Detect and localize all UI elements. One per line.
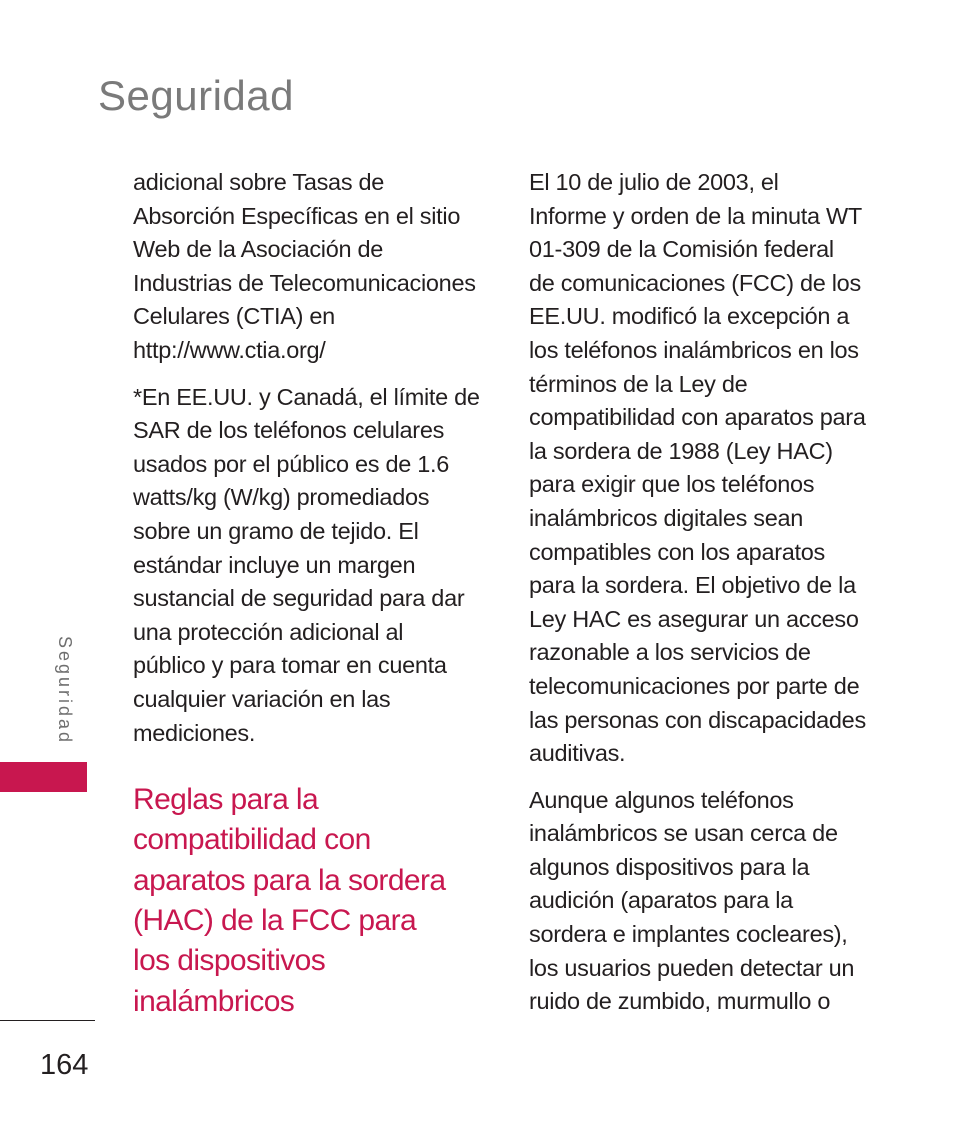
text-line: algunos dispositivos para la — [529, 853, 810, 880]
ctia-url-text: http://www.ctia.org/ — [133, 336, 326, 363]
text-line: de comunicaciones (FCC) de los — [529, 269, 861, 296]
text-line: los teléfonos inalámbricos en los — [529, 336, 859, 363]
text-line: compatibilidad con aparatos para — [529, 404, 866, 431]
ctia-reference-paragraph — [133, 166, 493, 368]
text-line: SAR de los teléfonos celulares — [133, 417, 445, 444]
hac-section-heading — [133, 780, 493, 1022]
text-line: audición (aparatos para la — [529, 887, 793, 914]
text-line: una protección adicional al — [133, 618, 404, 645]
text-line: Absorción Específicas en el sitio — [133, 202, 461, 229]
text-line: sustancial de seguridad para dar — [133, 585, 465, 612]
text-line: la sordera de 1988 (Ley HAC) — [529, 437, 833, 464]
text-line: EE.UU. modificó la excepción a — [529, 303, 850, 330]
text-line: Web de la Asociación de — [133, 236, 384, 263]
text-line: usados por el público es de 1.6 — [133, 450, 450, 477]
text-line: para la sordera. El objetivo de la — [529, 572, 856, 599]
text-line: telecomunicaciones por parte de — [529, 672, 860, 699]
sar-limit-paragraph — [133, 381, 493, 751]
hearing-aid-interference-paragraph — [529, 784, 889, 1019]
heading-line: inalámbricos — [133, 984, 295, 1018]
text-line: 01-309 de la Comisión federal — [529, 236, 834, 263]
text-line: razonable a los servicios de — [529, 639, 811, 666]
page-number: 164 — [40, 1049, 89, 1081]
text-line: mediciones. — [133, 719, 256, 746]
text-line: compatibles con los aparatos — [529, 538, 825, 565]
text-line: inalámbricos se usan cerca de — [529, 820, 838, 847]
text-line: Celulares (CTIA) en — [133, 303, 335, 330]
heading-line: compatibilidad con — [133, 823, 371, 857]
text-line: los usuarios pueden detectar un — [529, 954, 855, 981]
fcc-order-paragraph — [529, 166, 889, 771]
text-line: Industrias de Telecomunicaciones — [133, 269, 476, 296]
text-line: las personas con discapacidades — [529, 706, 866, 733]
text-line: adicional sobre Tasas de — [133, 169, 385, 195]
text-line: *En EE.UU. y Canadá, el límite de — [133, 383, 480, 410]
heading-line: aparatos para la sordera — [133, 863, 446, 897]
text-line: público y para tomar en cuenta — [133, 652, 447, 679]
text-line: auditivas. — [529, 740, 626, 767]
side-section-label: Seguridad — [55, 636, 75, 746]
footer-divider — [0, 1020, 95, 1021]
page-title: Seguridad — [98, 72, 294, 119]
text-line: watts/kg (W/kg) promediados — [133, 484, 430, 511]
text-line: inalámbricos digitales sean — [529, 504, 804, 531]
right-column — [529, 166, 889, 1032]
left-column — [133, 166, 493, 1022]
heading-line: los dispositivos — [133, 944, 326, 978]
text-line: términos de la Ley de — [529, 370, 748, 397]
section-tab-marker — [0, 762, 87, 792]
text-line: estándar incluye un margen — [133, 551, 416, 578]
text-line: El 10 de julio de 2003, el — [529, 169, 779, 195]
heading-line: (HAC) de la FCC para — [133, 903, 417, 937]
text-line: para exigir que los teléfonos — [529, 471, 815, 498]
text-line: ruido de zumbido, murmullo o — [529, 988, 831, 1015]
text-line: Aunque algunos teléfonos — [529, 786, 794, 813]
text-line: sordera e implantes cocleares), — [529, 921, 848, 948]
text-line: Informe y orden de la minuta WT — [529, 202, 862, 229]
text-line: cualquier variación en las — [133, 685, 391, 712]
text-line: Ley HAC es asegurar un acceso — [529, 605, 859, 632]
heading-line: Reglas para la — [133, 783, 319, 817]
text-line: sobre un gramo de tejido. El — [133, 517, 419, 544]
